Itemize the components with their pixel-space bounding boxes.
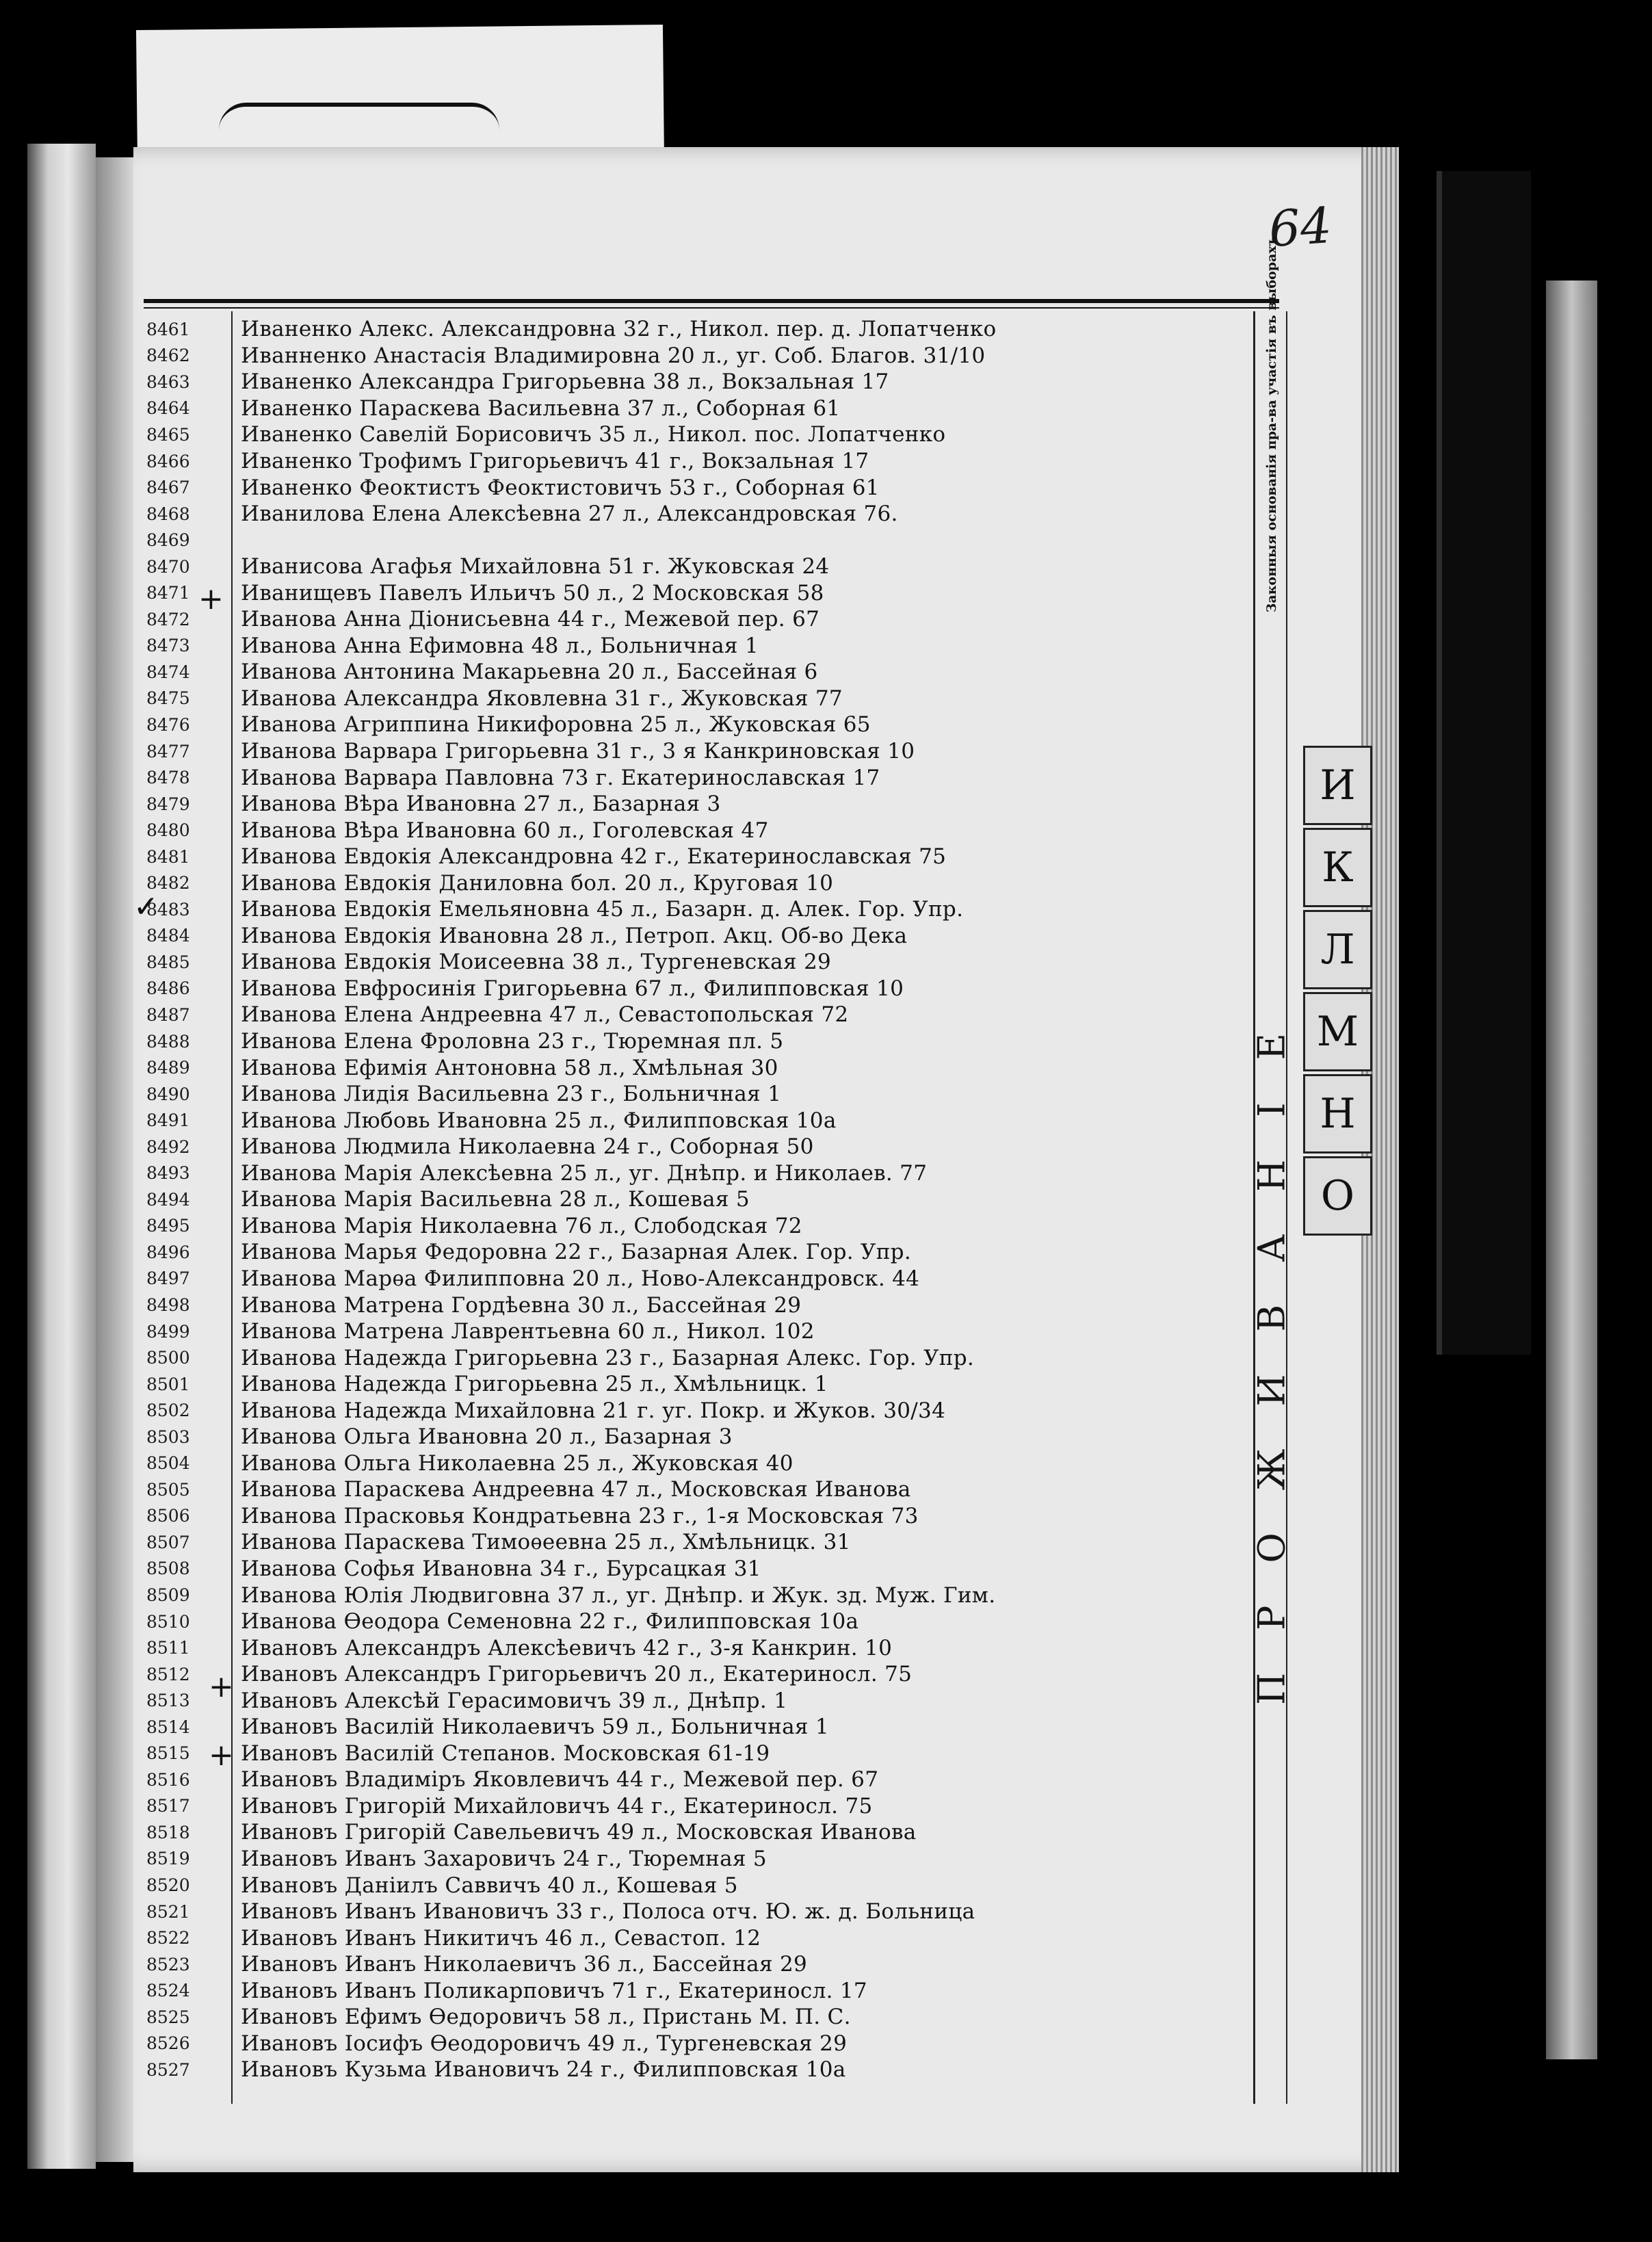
entry-text: Иванова Евфросинія Григорьевна 67 л., Филипповская 10 [241, 976, 904, 1001]
entry-number: 8471 [146, 583, 190, 603]
table-row [144, 2031, 1252, 2057]
adjacent-strip [1546, 281, 1597, 2059]
entry-number: 8509 [146, 1585, 190, 1606]
table-row [144, 606, 1252, 633]
table-row [144, 1239, 1252, 1266]
side-column-title-text: ПРОЖИВАНІЕ [1250, 991, 1294, 1705]
entry-number: 8508 [146, 1559, 190, 1579]
table-row [144, 448, 1252, 475]
cross-mark: + [198, 582, 224, 616]
entry-text: Иванова Любовь Ивановна 25 л., Филипповская 10а [241, 1108, 837, 1133]
entry-text: Иванова Антонина Макарьевна 20 л., Бассейная 6 [241, 660, 818, 685]
entry-number: 8500 [146, 1348, 190, 1368]
entry-number: 8525 [146, 2007, 190, 2027]
table-row [144, 1846, 1252, 1873]
table-row [144, 474, 1252, 501]
table-row [144, 949, 1252, 976]
entry-text: Иваненко Параскева Васильевна 37 л., Соборная 61 [241, 395, 841, 421]
page-number: 64 [1267, 196, 1334, 259]
entry-number: 8461 [146, 319, 190, 339]
entry-number: 8520 [146, 1875, 190, 1896]
entry-text: Ивановъ Иванъ Захаровичъ 24 г., Тюремная 5 [241, 1846, 767, 1871]
entry-number: 8486 [146, 978, 190, 999]
entry-number: 8490 [146, 1084, 190, 1104]
entry-number: 8516 [146, 1769, 190, 1790]
entry-text: Ивановъ Иванъ Никитичъ 46 л., Севастоп. 12 [241, 1925, 761, 1951]
entry-text: Иванова Марія Николаевна 76 л., Слободская 72 [241, 1213, 802, 1238]
entry-text: Иванилова Елена Алексѣевна 27 л., Александровская 76. [241, 501, 898, 527]
table-row [144, 923, 1252, 950]
entry-text: Иваненко Алекс. Александровна 32 г., Никол. пер. д. Лопатченко [241, 317, 997, 342]
entry-number: 8501 [146, 1374, 190, 1394]
entry-text: Иванова Ольга Ивановна 20 л., Базарная 3 [241, 1424, 733, 1450]
entry-number: 8493 [146, 1163, 190, 1184]
entry-text: Иванова Вѣра Ивановна 60 л., Гоголевская 47 [241, 818, 769, 843]
entry-number: 8484 [146, 926, 190, 946]
table-row [144, 1819, 1252, 1846]
entry-number: 8510 [146, 1611, 190, 1632]
entry-text: Иванова Варвара Григорьевна 31 г., 3 я Канкриновская 10 [241, 739, 915, 764]
entry-text: Иванисова Агафья Михайловна 51 г. Жуковская 24 [241, 554, 830, 579]
entry-number: 8496 [146, 1242, 190, 1262]
entry-number: 8511 [146, 1638, 190, 1658]
entry-number: 8488 [146, 1031, 190, 1052]
table-row [144, 1318, 1252, 1345]
index-tab[interactable]: Н [1303, 1074, 1372, 1153]
index-tab[interactable]: Л [1303, 910, 1372, 989]
entry-number: 8519 [146, 1849, 190, 1869]
table-row [144, 764, 1252, 791]
table-row [144, 1556, 1252, 1582]
book-cover-edge [1437, 171, 1531, 1355]
entry-text: Иванова Вѣра Ивановна 27 л., Базарная 3 [241, 792, 721, 817]
entry-number: 8476 [146, 714, 190, 735]
entry-text: Ивановъ Василій Степанов. Московская 61-19 [241, 1741, 770, 1766]
table-row [144, 501, 1252, 527]
entry-number: 8523 [146, 1954, 190, 1974]
entry-text: Иванова Ольга Николаевна 25 л., Жуковская 40 [241, 1450, 794, 1476]
entry-text: Иванова Ефимія Антоновна 58 л., Хмѣльная 30 [241, 1055, 778, 1080]
entry-text: Иванова Варвара Павловна 73 г. Екатеринославская 17 [241, 765, 880, 790]
cross-mark: + [209, 1738, 234, 1773]
table-row [144, 421, 1252, 448]
table-row [144, 896, 1252, 923]
entry-number: 8477 [146, 741, 190, 761]
table-row [144, 1292, 1252, 1318]
entry-text: Ивановъ Ефимъ Ѳедоровичъ 58 л., Пристань М. П. С. [241, 2005, 851, 2030]
entry-text: Иванненко Анастасія Владимировна 20 л., уг. Соб. Благов. 31/10 [241, 343, 986, 368]
header-rule-thin [144, 307, 1279, 309]
entry-text: Ивановъ Владиміръ Яковлевичъ 44 г., Межевой пер. 67 [241, 1767, 879, 1793]
table-row [144, 1160, 1252, 1187]
table-row [144, 395, 1252, 422]
side-column-header-text: Законныя основанія пра-ва участія въ выборахъ [1264, 235, 1279, 613]
table-row [144, 1186, 1252, 1213]
entry-number: 8465 [146, 424, 190, 445]
entry-text: Иванова Александра Яковлевна 31 г., Жуковская 77 [241, 686, 843, 711]
table-row [144, 1081, 1252, 1108]
table-row [144, 316, 1252, 343]
cross-mark: + [209, 1669, 234, 1704]
table-row [144, 1899, 1252, 1925]
entry-text: Иванова Надежда Михайловна 21 г. уг. Покр. и Жуков. 30/34 [241, 1398, 946, 1423]
entry-number: 8470 [146, 556, 190, 577]
entry-number: 8464 [146, 398, 190, 419]
entry-text: Иванова Марія Васильевна 28 л., Кошевая 5 [241, 1187, 750, 1212]
entry-number: 8483 [146, 899, 190, 920]
entry-text: Иванова Юлія Людвиговна 37 л., уг. Днѣпр. и Жук. зд. Муж. Гим. [241, 1582, 996, 1608]
entry-text: Ивановъ Иванъ Ивановичъ 33 г., Полоса отч. Ю. ж. д. Больница [241, 1899, 975, 1925]
table-row [144, 1344, 1252, 1371]
table-row [144, 1503, 1252, 1530]
table-row [144, 1872, 1252, 1899]
table-row [144, 1028, 1252, 1055]
table-row [144, 1134, 1252, 1160]
entry-number: 8473 [146, 636, 190, 656]
entry-text: Иванова Параскева Тимоѳеевна 25 л., Хмѣльницк. 31 [241, 1530, 851, 1555]
entry-number: 8469 [146, 530, 190, 551]
table-row [144, 579, 1252, 606]
entry-number: 8507 [146, 1532, 190, 1552]
entry-text: Иванова Евдокія Александровна 42 г., Екатеринославская 75 [241, 844, 947, 870]
header-rule [144, 299, 1279, 303]
entry-number: 8527 [146, 2059, 190, 2080]
table-row [144, 1661, 1252, 1688]
table-row [144, 633, 1252, 660]
table-row [144, 369, 1252, 395]
entry-number: 8472 [146, 609, 190, 629]
previous-page-edge [27, 144, 96, 2169]
table-row [144, 1634, 1252, 1661]
entry-text: Иванова Лидія Васильевна 23 г., Больничная 1 [241, 1082, 782, 1107]
entry-number: 8502 [146, 1400, 190, 1421]
entry-number: 8495 [146, 1216, 190, 1236]
entry-number: 8515 [146, 1743, 190, 1764]
side-column-header [1257, 235, 1286, 613]
entry-number: 8466 [146, 451, 190, 471]
entry-number: 8513 [146, 1691, 190, 1711]
table-row [144, 1582, 1252, 1608]
entry-number: 8512 [146, 1664, 190, 1684]
entry-text: Ивановъ Александръ Григорьевичъ 20 л., Екатериносл. 75 [241, 1662, 913, 1687]
entry-number: 8514 [146, 1717, 190, 1737]
table-row [144, 1714, 1252, 1741]
table-row [144, 844, 1252, 870]
entry-number: 8526 [146, 2033, 190, 2054]
table-row [144, 1977, 1252, 2004]
entry-number: 8485 [146, 952, 190, 972]
check-mark: ✓ [133, 889, 159, 924]
entry-text: Ивановъ Григорій Савельевичъ 49 л., Московская Иванова [241, 1820, 917, 1845]
table-row [144, 1741, 1252, 1767]
table-row [144, 553, 1252, 580]
entry-number: 8492 [146, 1136, 190, 1157]
table-row [144, 1793, 1252, 1820]
entry-text: Иванова Евдокія Даниловна бол. 20 л., Круговая 10 [241, 870, 834, 896]
table-row [144, 1767, 1252, 1793]
entry-text: Ивановъ Василій Николаевичъ 59 л., Больничная 1 [241, 1715, 829, 1740]
entry-text: Ивановъ Іосифъ Ѳеодоровичъ 49 л., Тургеневская 29 [241, 2031, 848, 2056]
entry-number: 8506 [146, 1506, 190, 1526]
entry-text: Иванова Марья Федоровна 22 г., Базарная Алек. Гор. Упр. [241, 1240, 911, 1265]
entry-text: Ивановъ Кузьма Ивановичъ 24 г., Филипповская 10а [241, 2057, 846, 2083]
entry-text: Иваненко Феоктистъ Феоктистовичъ 53 г., Соборная 61 [241, 475, 880, 500]
index-tab[interactable]: И [1303, 746, 1372, 825]
table-row [144, 738, 1252, 765]
entry-text: Иванова Людмила Николаевна 24 г., Соборная 50 [241, 1134, 814, 1160]
table-row [144, 527, 1252, 553]
entry-number: 8489 [146, 1058, 190, 1078]
index-tab[interactable]: М [1303, 992, 1372, 1071]
entry-number: 8482 [146, 873, 190, 894]
entry-text: Иваненко Савелій Борисовичъ 35 л., Никол. пос. Лопатченко [241, 422, 946, 447]
index-tab[interactable]: К [1303, 828, 1372, 907]
entry-text: Иваненко Александра Григорьевна 38 л., Вокзальная 17 [241, 369, 889, 395]
table-row [144, 1608, 1252, 1635]
table-row [144, 1529, 1252, 1556]
table-row [144, 1371, 1252, 1398]
entry-number: 8487 [146, 1004, 190, 1025]
entry-number: 8504 [146, 1453, 190, 1474]
table-row [144, 1951, 1252, 1978]
entry-number: 8481 [146, 846, 190, 867]
entry-number: 8521 [146, 1901, 190, 1922]
entry-number: 8467 [146, 478, 190, 498]
entry-text: Иванова Евдокія Моисеевна 38 л., Тургеневская 29 [241, 950, 832, 975]
entry-text: Иванова Анна Ефимовна 48 л., Больничная 1 [241, 633, 759, 658]
entry-text: Ивановъ Даніилъ Саввичъ 40 л., Кошевая 5 [241, 1873, 738, 1898]
entry-text: Иванова Матрена Гордѣевна 30 л., Бассейная 29 [241, 1292, 802, 1318]
entry-text: Иванова Марѳа Филипповна 20 л., Ново-Александровск. 44 [241, 1266, 920, 1291]
table-row [144, 659, 1252, 686]
entry-text: Иваненко Трофимъ Григорьевичъ 41 г., Вокзальная 17 [241, 449, 869, 473]
entry-number: 8478 [146, 768, 190, 788]
table-row [144, 870, 1252, 896]
entry-text: Иванова Елена Фроловна 23 г., Тюремная пл. 5 [241, 1029, 784, 1054]
alphabet-index-tabs [1289, 746, 1399, 1307]
entry-number: 8518 [146, 1822, 190, 1842]
entry-text: Иванова Параскева Андреевна 47 л., Московская Иванова [241, 1477, 911, 1502]
entry-number: 8463 [146, 372, 190, 392]
entry-number: 8475 [146, 688, 190, 709]
entry-text: Иванова Надежда Григорьевна 25 л., Хмѣльницк. 1 [241, 1372, 828, 1397]
table-row [144, 1925, 1252, 1951]
entry-number: 8474 [146, 662, 190, 682]
table-row [144, 686, 1252, 712]
entry-text: Иванова Ѳеодора Семеновна 22 г., Филипповская 10а [241, 1609, 859, 1634]
table-row [144, 1107, 1252, 1134]
table-row [144, 976, 1252, 1002]
entry-number: 8505 [146, 1479, 190, 1500]
binding-edge [96, 157, 133, 2162]
table-row [144, 1476, 1252, 1503]
entry-number: 8517 [146, 1796, 190, 1816]
entry-number: 8494 [146, 1189, 190, 1210]
table-row [144, 817, 1252, 844]
side-column-title [1250, 807, 1294, 1888]
entry-text: Иванова Анна Діонисьевна 44 г., Межевой пер. 67 [241, 607, 820, 632]
table-row [144, 1266, 1252, 1292]
entry-number: 8524 [146, 1981, 190, 2001]
table-row [144, 1213, 1252, 1240]
entry-text: Иванищевъ Павелъ Ильичъ 50 л., 2 Московская 58 [241, 580, 824, 605]
entry-text: Ивановъ Иванъ Поликарповичъ 71 г., Екатериносл. 17 [241, 1978, 867, 2003]
entry-text: Ивановъ Иванъ Николаевичъ 36 л., Бассейная 29 [241, 1952, 808, 1977]
table-row [144, 1054, 1252, 1081]
entry-number: 8479 [146, 794, 190, 814]
entry-number: 8462 [146, 346, 190, 366]
entry-text: Иванова Агриппина Никифоровна 25 л., Жуковская 65 [241, 712, 871, 738]
index-tab[interactable]: О [1303, 1156, 1372, 1236]
entry-text: Ивановъ Александръ Алексѣевичъ 42 г., 3-я Канкрин. 10 [241, 1635, 893, 1660]
entry-text: Иванова Надежда Григорьевна 23 г., Базарная Алекс. Гор. Упр. [241, 1345, 975, 1370]
entry-text: Иванова Прасковья Кондратьевна 23 г., 1-я Московская 73 [241, 1503, 919, 1528]
entry-text: Иванова Софья Ивановна 34 г., Бурсацкая 31 [241, 1556, 761, 1581]
table-row [144, 1397, 1252, 1424]
register-entries [144, 316, 1252, 2083]
entry-number: 8468 [146, 504, 190, 524]
table-row [144, 2057, 1252, 2083]
table-row [144, 1424, 1252, 1450]
entry-number: 8491 [146, 1110, 190, 1131]
entry-number: 8503 [146, 1426, 190, 1447]
entry-number: 8522 [146, 1928, 190, 1948]
entry-text: Иванова Марія Алексѣевна 25 л., уг. Днѣпр. и Николаев. 77 [241, 1160, 928, 1186]
entry-text: Иванова Евдокія Емельяновна 45 л., Базарн. д. Алек. Гор. Упр. [241, 897, 964, 922]
entry-text: Ивановъ Григорій Михайловичъ 44 г., Екатериносл. 75 [241, 1793, 873, 1819]
entry-number: 8498 [146, 1295, 190, 1315]
table-row [144, 343, 1252, 369]
table-row [144, 712, 1252, 738]
entry-text: Иванова Матрена Лаврентьевна 60 л., Никол. 102 [241, 1319, 815, 1344]
table-row [144, 791, 1252, 818]
table-row [144, 1450, 1252, 1477]
table-row [144, 1002, 1252, 1028]
table-row [144, 1687, 1252, 1714]
entry-number: 8499 [146, 1321, 190, 1342]
entry-text: Иванова Елена Андреевна 47 л., Севастопольская 72 [241, 1002, 849, 1028]
entry-number: 8480 [146, 820, 190, 841]
entry-number: 8497 [146, 1268, 190, 1289]
entry-text: Иванова Евдокія Ивановна 28 л., Петроп. Акц. Об-во Дека [241, 923, 908, 948]
entry-text: Ивановъ Алексѣй Герасимовичъ 39 л., Днѣпр. 1 [241, 1688, 788, 1713]
table-row [144, 2004, 1252, 2031]
